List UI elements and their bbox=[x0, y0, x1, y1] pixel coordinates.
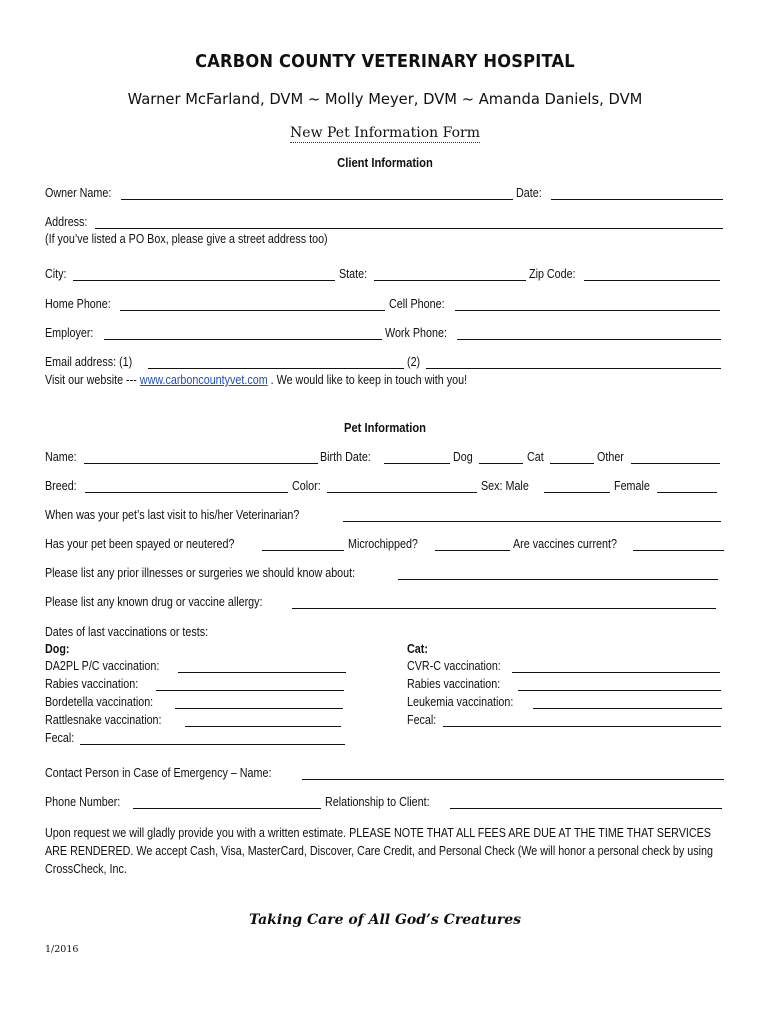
relationship-field[interactable] bbox=[450, 808, 722, 809]
relationship-label: Relationship to Client: bbox=[325, 795, 430, 809]
owner-name-field[interactable] bbox=[121, 199, 513, 200]
zip-field[interactable] bbox=[584, 280, 720, 281]
dog-bordetella-field[interactable] bbox=[175, 708, 343, 709]
doctors-line: Warner McFarland, DVM ~ Molly Meyer, DVM ~ Amanda Daniels, DVM bbox=[127, 90, 643, 108]
sex-male-label: Sex: Male bbox=[481, 479, 529, 493]
hospital-name: CARBON COUNTY VETERINARY HOSPITAL bbox=[195, 52, 575, 72]
vaccines-current-label: Are vaccines current? bbox=[513, 537, 617, 551]
microchipped-label: Microchipped? bbox=[348, 537, 418, 551]
dog-rattlesnake-field[interactable] bbox=[185, 726, 341, 727]
employer-field[interactable] bbox=[104, 339, 382, 340]
cat-heading: Cat: bbox=[407, 642, 428, 656]
cell-phone-label: Cell Phone: bbox=[389, 297, 445, 311]
spayed-field[interactable] bbox=[262, 550, 344, 551]
address-label: Address: bbox=[45, 215, 88, 229]
dog-field[interactable] bbox=[479, 463, 523, 464]
dog-heading: Dog: bbox=[45, 642, 70, 656]
allergy-label: Please list any known drug or vaccine allergy: bbox=[45, 595, 263, 609]
male-field[interactable] bbox=[544, 492, 610, 493]
email2-label: (2) bbox=[407, 355, 421, 369]
state-label: State: bbox=[339, 267, 368, 281]
address-field[interactable] bbox=[95, 228, 723, 229]
dog-vacc-item: DA2PL P/C vaccination: bbox=[45, 659, 160, 673]
work-phone-label: Work Phone: bbox=[385, 326, 447, 340]
emergency-contact-field[interactable] bbox=[302, 779, 724, 780]
dog-vacc-item: Rattlesnake vaccination: bbox=[45, 713, 162, 727]
dog-vacc-item: Bordetella vaccination: bbox=[45, 695, 154, 709]
work-phone-field[interactable] bbox=[457, 339, 721, 340]
other-label: Other bbox=[597, 450, 624, 464]
website-line bbox=[45, 373, 467, 387]
cat-rabies-field[interactable] bbox=[518, 690, 721, 691]
cat-vacc-item: CVR-C vaccination: bbox=[407, 659, 501, 673]
cat-leukemia-field[interactable] bbox=[533, 708, 722, 709]
cell-phone-field[interactable] bbox=[455, 310, 720, 311]
emergency-contact-label: Contact Person in Case of Emergency – Name: bbox=[45, 766, 272, 780]
state-field[interactable] bbox=[374, 280, 526, 281]
payment-notice: Upon request we will gladly provide you with a written estimate. PLEASE NOTE THAT ALL FEES ARE DUE AT THE TIME THAT SERVICES ARE RENDERED. We accept Cash, Visa, MasterCard, Discover, Care Credit, and Personal Check (We will honor a personal check by using CrossCheck, Inc. bbox=[45, 826, 713, 876]
cat-vacc-item: Rabies vaccination: bbox=[407, 677, 501, 691]
pet-name-label: Name: bbox=[45, 450, 77, 464]
city-field[interactable] bbox=[73, 280, 335, 281]
illnesses-field[interactable] bbox=[398, 579, 718, 580]
email2-field[interactable] bbox=[426, 368, 721, 369]
zip-label: Zip Code: bbox=[529, 267, 576, 281]
date-label: Date: bbox=[516, 186, 542, 200]
birth-date-label: Birth Date: bbox=[320, 450, 371, 464]
email1-label: Email address: (1) bbox=[45, 355, 133, 369]
last-visit-label: When was your pet’s last visit to his/her Veterinarian? bbox=[45, 508, 300, 522]
website-suffix: . We would like to keep in touch with you! bbox=[270, 373, 468, 387]
email1-field[interactable] bbox=[148, 368, 404, 369]
dog-label: Dog bbox=[453, 450, 473, 464]
client-section-title: Client Information bbox=[337, 155, 433, 170]
footer-date: 1/2016 bbox=[45, 944, 79, 955]
city-label: City: bbox=[45, 267, 67, 281]
spayed-label: Has your pet been spayed or neutered? bbox=[45, 537, 235, 551]
dog-rabies-field[interactable] bbox=[156, 690, 344, 691]
emergency-phone-field[interactable] bbox=[133, 808, 321, 809]
color-field[interactable] bbox=[327, 492, 477, 493]
last-visit-field[interactable] bbox=[343, 521, 721, 522]
home-phone-field[interactable] bbox=[120, 310, 385, 311]
allergy-field[interactable] bbox=[292, 608, 716, 609]
home-phone-label: Home Phone: bbox=[45, 297, 111, 311]
employer-label: Employer: bbox=[45, 326, 94, 340]
illnesses-label: Please list any prior illnesses or surgeries we should know about: bbox=[45, 566, 356, 580]
pet-section-title: Pet Information bbox=[344, 420, 426, 435]
date-field[interactable] bbox=[551, 199, 723, 200]
vaccines-current-field[interactable] bbox=[633, 550, 724, 551]
birth-date-field[interactable] bbox=[384, 463, 450, 464]
cat-field[interactable] bbox=[550, 463, 594, 464]
female-label: Female bbox=[614, 479, 650, 493]
cat-label: Cat bbox=[527, 450, 544, 464]
website-prefix: Visit our website --- bbox=[45, 373, 137, 387]
cat-cvrc-field[interactable] bbox=[512, 672, 720, 673]
address-note: (If you’ve listed a PO Box, please give a street address too) bbox=[45, 232, 328, 246]
other-field[interactable] bbox=[631, 463, 720, 464]
color-label: Color: bbox=[292, 479, 321, 493]
female-field[interactable] bbox=[657, 492, 717, 493]
emergency-phone-label: Phone Number: bbox=[45, 795, 121, 809]
dog-fecal-field[interactable] bbox=[80, 744, 345, 745]
dog-vacc-item: Fecal: bbox=[45, 731, 75, 745]
breed-label: Breed: bbox=[45, 479, 77, 493]
microchipped-field[interactable] bbox=[435, 550, 510, 551]
vaccination-dates-label: Dates of last vaccinations or tests: bbox=[45, 625, 209, 639]
dog-da2pl-field[interactable] bbox=[178, 672, 346, 673]
cat-vacc-item: Fecal: bbox=[407, 713, 437, 727]
cat-vacc-item: Leukemia vaccination: bbox=[407, 695, 514, 709]
website-link[interactable]: www.carboncountyvet.com bbox=[139, 373, 268, 387]
cat-fecal-field[interactable] bbox=[443, 726, 721, 727]
breed-field[interactable] bbox=[85, 492, 288, 493]
form-title: New Pet Information Form bbox=[290, 125, 480, 141]
tagline: Taking Care of All God’s Creatures bbox=[248, 912, 521, 928]
owner-name-label: Owner Name: bbox=[45, 186, 112, 200]
dog-vacc-item: Rabies vaccination: bbox=[45, 677, 139, 691]
pet-name-field[interactable] bbox=[84, 463, 318, 464]
